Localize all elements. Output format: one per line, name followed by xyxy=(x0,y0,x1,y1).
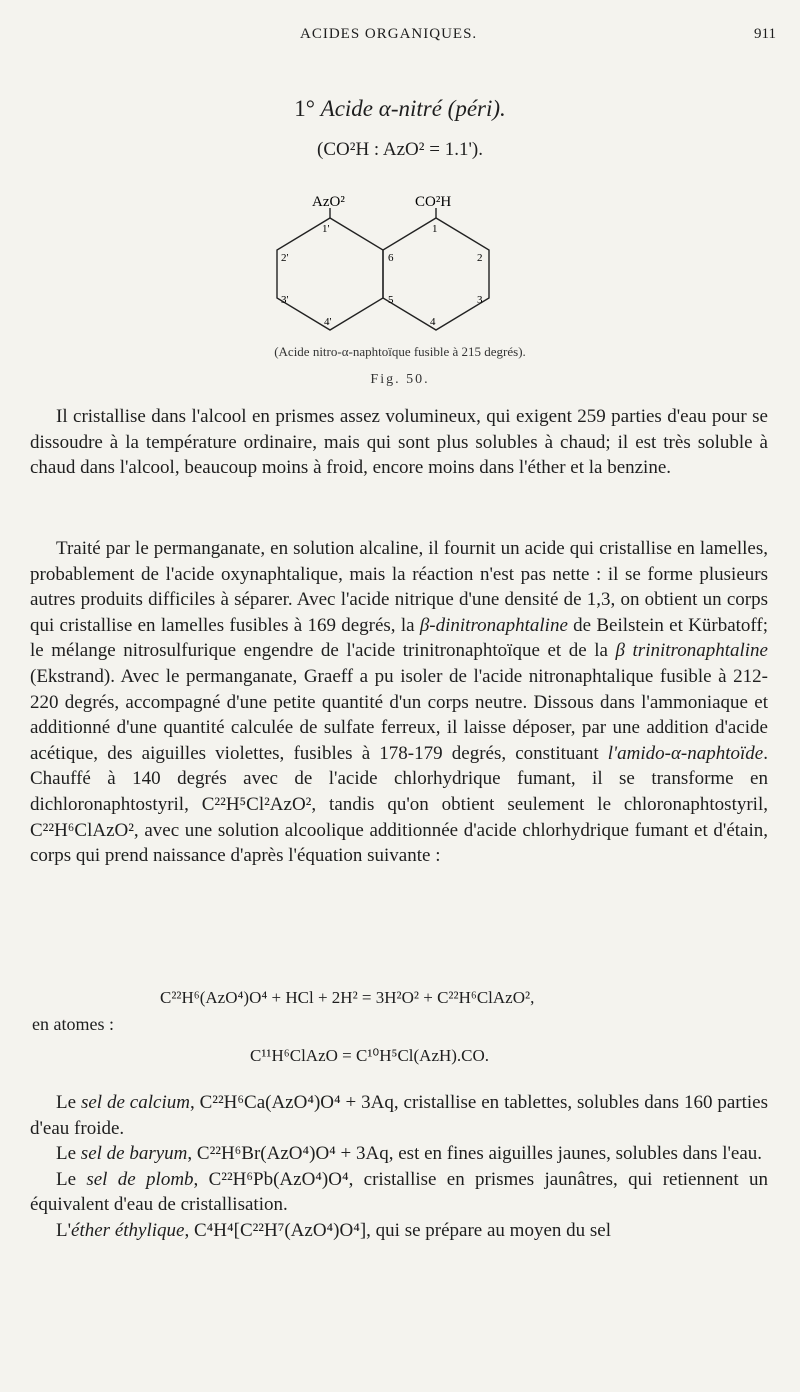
salt-calcium-prefix: Le xyxy=(56,1092,81,1113)
salt-baryum xyxy=(30,1141,768,1167)
ether-text: , C⁴H⁴[C²²H⁷(AzO⁴)O⁴], qui se prépare au moyen du sel xyxy=(184,1219,611,1241)
paragraph-1: Il cristallise dans l'alcool en prismes assez volumineux, qui exigent 259 parties d'eau pour se dissoudre à la température ordinaire, mais qui sont plus solubles à chaud; il est très soluble à chaud dans l'alcool, beaucoup moins à froid, encore moins dans l'éther et la benzine. xyxy=(30,406,768,479)
salt-baryum-text: , C²²H⁶Br(AzO⁴)O⁴ + 3Aq, est en fines aiguilles jaunes, solubles dans l'eau. xyxy=(187,1143,763,1165)
p2-italic-dinitronaphtaline: β-dinitronaphtaline xyxy=(419,614,568,636)
position-2prime: 2' xyxy=(281,252,289,264)
paragraph-solubility xyxy=(30,404,768,481)
running-head: ACIDES ORGANIQUES. xyxy=(300,26,478,42)
figure-label: Fig. 50. xyxy=(370,372,430,387)
p2-italic-amido-naphtoide: l'amido-α-naphtoïde xyxy=(607,742,764,764)
p2-text-a: Traité par le permanganate, en solution alcaline, il fournit un acide qui cristallise en lamelles, probablement de l'acide oxynaphtalique, mais la réaction n'est pas nette : il se forme plusieurs autres produits difficiles à séparer. Avec l'acide nitrique d'une densité de 1,3, on obtient un corps qui cristallise en lamelles fusibles à 169 degrés, la xyxy=(30,538,768,636)
salts-section xyxy=(30,1090,768,1244)
section-title xyxy=(0,96,800,122)
ether-name: éther éthylique xyxy=(71,1219,185,1241)
salt-plomb-prefix: Le xyxy=(56,1168,87,1190)
position-1prime: 1' xyxy=(322,223,330,235)
p2-text-b: de Beilstein et Kürbatoff; le mélange nitrosulfurique engendre de l'acide trinitronaphtoïque et de la xyxy=(30,614,769,662)
position-3: 3 xyxy=(477,294,483,306)
section-number: 1° xyxy=(294,96,315,121)
salt-plomb-name: sel de plomb xyxy=(86,1168,194,1190)
position-4: 4 xyxy=(430,316,436,328)
p2-text-d: . Chauffé à 140 degrés avec de l'acide chlorhydrique fumant, il se transforme en dichloronaphtostyril, C²²H⁵Cl²AzO², tandis qu'on obtient seulement le chloronaphtostyril, C²²H⁶ClAzO², avec une solution alcoolique additionnée d'acide chlorhydrique fumant et d'étain, corps qui prend naissance d'après l'équation suivante : xyxy=(30,742,768,867)
salt-baryum-prefix: Le xyxy=(56,1143,81,1165)
p2-italic-trinitronaphtaline: β trinitronaphtaline xyxy=(615,640,768,662)
page-header xyxy=(0,26,800,50)
naphthalene-structure-diagram xyxy=(260,190,520,340)
position-1: 1 xyxy=(432,223,438,235)
page-number: 911 xyxy=(754,26,776,42)
position-6: 6 xyxy=(388,252,394,264)
ether-ethylique xyxy=(30,1218,768,1244)
position-2: 2 xyxy=(477,252,483,264)
salt-calcium-name: sel de calcium xyxy=(80,1092,190,1113)
figure-caption: (Acide nitro-α-naphtoïque fusible à 215 degrés). xyxy=(274,344,526,359)
equation-1: C²²H⁶(AzO⁴)O⁴ + HCl + 2H² = 3H²O² + C²²H⁶ClAzO², xyxy=(160,988,535,1007)
substituent-carboxyl: CO²H xyxy=(415,194,452,210)
salt-plomb xyxy=(30,1167,768,1218)
position-formula: (CO²H : AzO² = 1.1'). xyxy=(317,139,483,160)
substituent-nitro: AzO² xyxy=(312,194,345,210)
salt-calcium-text: , C²²H⁶Ca(AzO⁴)O⁴ + 3Aq, cristallise en tablettes, solubles dans 160 parties d'eau froide. xyxy=(30,1092,768,1139)
en-atomes-label: en atomes : xyxy=(32,1014,114,1034)
paragraph-reactions xyxy=(30,536,768,869)
salt-baryum-name: sel de baryum xyxy=(80,1143,188,1165)
p2-text-c: (Ekstrand). Avec le permanganate, Graeff a pu isoler de l'acide nitronaphtalique fusible à 212-220 degrés, accompagné d'une petite quantité d'un corps neutre. Dissous dans l'ammoniaque et additionné d'une quantité calculée de sulfate ferreux, il laisse déposer, par une addition d'acide acétique, des aiguilles violettes, fusibles à 178-179 degrés, constituant xyxy=(30,665,768,764)
paragraph-2 xyxy=(30,536,768,869)
salt-plomb-text: , C²²H⁶Pb(AzO⁴)O⁴, cristallise en prismes jaunâtres, qui retiennent un équivalent d'eau de cristallisation. xyxy=(30,1168,768,1216)
position-4prime: 4' xyxy=(324,316,332,328)
position-5: 5 xyxy=(388,294,394,306)
position-3prime: 3' xyxy=(281,294,289,306)
left-ring xyxy=(277,218,383,330)
salt-calcium xyxy=(30,1090,768,1141)
section-name: Acide α-nitré (péri). xyxy=(320,96,506,121)
ring-bonds xyxy=(277,208,489,330)
ether-prefix: L' xyxy=(56,1219,72,1241)
equation-2: C¹¹H⁶ClAzO = C¹⁰H⁵Cl(AzH).CO. xyxy=(250,1046,490,1065)
